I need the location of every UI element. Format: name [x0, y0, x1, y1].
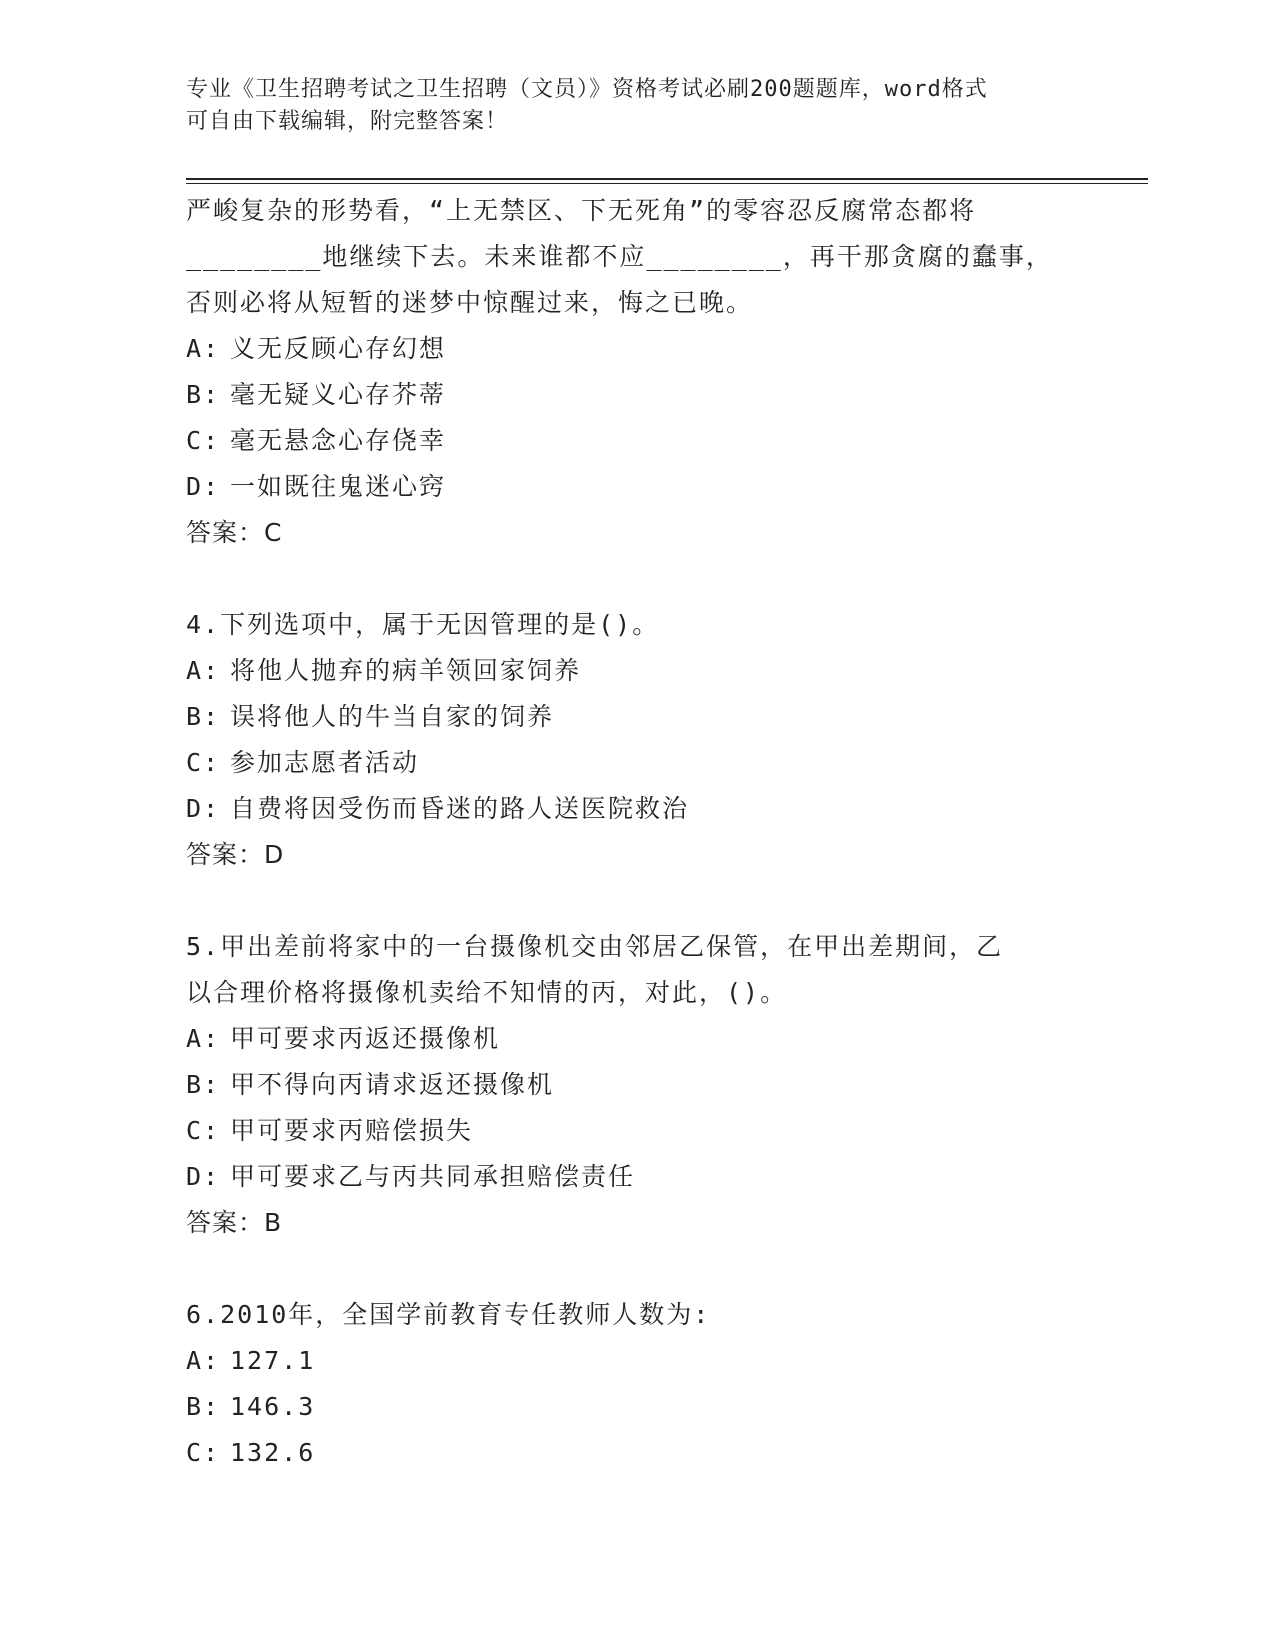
spacer: [186, 1246, 1086, 1292]
question-3-answer: 答案：C: [186, 518, 283, 547]
document-body: [186, 188, 1086, 1476]
option-label: B:: [186, 380, 221, 409]
question-4-option-a: [186, 648, 1086, 694]
question-5-option-a: [186, 1016, 1086, 1062]
question-4-option-c: [186, 740, 1086, 786]
header-line-2: 可自由下载编辑，附完整答案！: [186, 109, 509, 134]
option-label: C:: [186, 426, 221, 455]
option-label: D:: [186, 794, 221, 823]
question-4-option-b: [186, 694, 1086, 740]
option-text: 自费将因受伤而昏迷的路人送医院救治: [230, 794, 690, 823]
option-label: A:: [186, 1346, 221, 1375]
option-text: 毫无疑义心存芥蒂: [230, 380, 447, 409]
option-label: C:: [186, 1116, 221, 1145]
option-text: 146.3: [230, 1392, 316, 1421]
question-3-text-line-3: 否则必将从短暂的迷梦中惊醒过来，悔之已晚。: [186, 288, 754, 317]
question-6-option-b: [186, 1384, 1086, 1430]
option-text: 甲不得向丙请求返还摄像机: [230, 1070, 555, 1099]
option-label: B:: [186, 702, 221, 731]
option-text: 参加志愿者活动: [230, 748, 420, 777]
question-3-option-a: [186, 326, 1086, 372]
header-divider-thin: [186, 183, 1148, 184]
option-text: 127.1: [230, 1346, 316, 1375]
question-6-text-line-1: 6.2010年，全国学前教育专任教师人数为:: [186, 1300, 711, 1329]
question-5-answer: 答案：B: [186, 1208, 283, 1237]
option-label: C:: [186, 748, 221, 777]
spacer: [186, 556, 1086, 602]
question-6-option-c: [186, 1430, 1086, 1476]
option-text: 毫无悬念心存侥幸: [230, 426, 447, 455]
option-text: 误将他人的牛当自家的饲养: [230, 702, 555, 731]
question-6: [186, 1292, 1086, 1476]
spacer: [186, 878, 1086, 924]
question-5: [186, 924, 1086, 1246]
option-label: B:: [186, 1070, 221, 1099]
question-5-text-line-1: 5.甲出差前将家中的一台摄像机交由邻居乙保管，在甲出差期间，乙: [186, 932, 1004, 961]
question-5-option-b: [186, 1062, 1086, 1108]
question-3: [186, 188, 1086, 556]
option-label: A:: [186, 656, 221, 685]
header-divider-thick: [186, 178, 1148, 180]
option-text: 132.6: [230, 1438, 316, 1467]
question-5-option-d: [186, 1154, 1086, 1200]
option-label: C:: [186, 1438, 221, 1467]
question-4-option-d: [186, 786, 1086, 832]
question-4-text-line-1: 4.下列选项中，属于无因管理的是()。: [186, 610, 660, 639]
question-6-option-a: [186, 1338, 1086, 1384]
question-3-option-d: [186, 464, 1086, 510]
question-3-option-b: [186, 372, 1086, 418]
question-3-option-c: [186, 418, 1086, 464]
option-label: A:: [186, 334, 221, 363]
question-4-answer: 答案：D: [186, 840, 285, 869]
document-header: [186, 74, 1086, 138]
question-3-text-line-2: ________地继续下去。未来谁都不应________，再干那贪腐的蠢事，: [186, 242, 1053, 271]
option-text: 将他人抛弃的病羊领回家饲养: [230, 656, 582, 685]
question-3-text-line-1: 严峻复杂的形势看，“上无禁区、下无死角”的零容忍反腐常态都将: [186, 196, 977, 225]
option-text: 义无反顾心存幻想: [230, 334, 447, 363]
option-label: D:: [186, 1162, 221, 1191]
option-text: 甲可要求丙返还摄像机: [230, 1024, 501, 1053]
question-5-option-c: [186, 1108, 1086, 1154]
option-text: 一如既往鬼迷心窍: [230, 472, 447, 501]
question-5-text-line-2: 以合理价格将摄像机卖给不知情的丙，对此，()。: [186, 978, 788, 1007]
question-4: [186, 602, 1086, 878]
option-label: D:: [186, 472, 221, 501]
option-label: B:: [186, 1392, 221, 1421]
option-text: 甲可要求丙赔偿损失: [230, 1116, 474, 1145]
option-text: 甲可要求乙与丙共同承担赔偿责任: [230, 1162, 636, 1191]
header-line-1: 专业《卫生招聘考试之卫生招聘（文员）》资格考试必刷200题题库，word格式: [186, 77, 988, 102]
option-label: A:: [186, 1024, 221, 1053]
